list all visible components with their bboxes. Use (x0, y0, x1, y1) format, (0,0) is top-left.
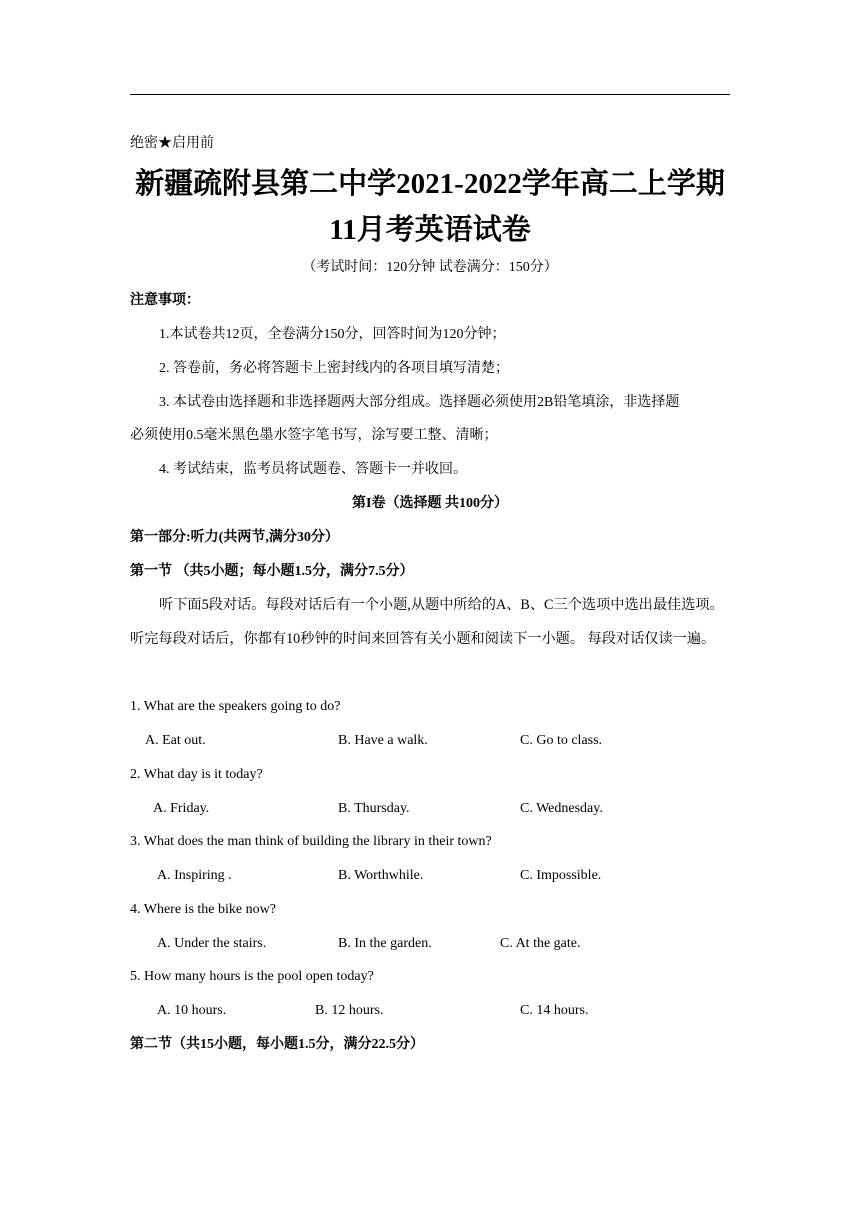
question-4-option-b: B. In the garden. (338, 936, 432, 951)
note-item-1: 1.本试卷共12页，全卷满分150分，回答时间为120分钟； (159, 327, 506, 342)
volume-heading: 第I卷（选择题 共100分） (352, 496, 508, 511)
question-2-option-b: B. Thursday. (338, 801, 410, 816)
question-3-option-a: A. Inspiring . (157, 868, 232, 883)
question-3-stem: 3. What does the man think of building the library in their town? (130, 834, 492, 849)
question-1-option-a: A. Eat out. (145, 733, 206, 748)
question-3-option-c: C. Impossible. (520, 868, 602, 883)
exam-title-line1: 新疆疏附县第二中学2021-2022学年高二上学期 (135, 168, 725, 200)
question-1-option-c: C. Go to class. (520, 733, 603, 748)
question-4-stem: 4. Where is the bike now? (130, 902, 276, 917)
question-4-option-a: A. Under the stairs. (157, 936, 267, 951)
question-5-option-b: B. 12 hours. (315, 1003, 384, 1018)
notes-heading: 注意事项： (130, 293, 200, 308)
secret-mark: 绝密★启用前 (130, 136, 214, 151)
note-item-3-line1: 3. 本试卷由选择题和非选择题两大部分组成。选择题必须使用2B铅笔填涂，非选择题 (159, 395, 680, 410)
note-item-3-line2: 必须使用0.5毫米黑色墨水签字笔书写，涂写要工整、清晰； (130, 428, 498, 443)
question-2-option-c: C. Wednesday. (520, 801, 603, 816)
question-3-option-b: B. Worthwhile. (338, 868, 424, 883)
question-1-option-b: B. Have a walk. (338, 733, 428, 748)
exam-title-line2: 11月考英语试卷 (329, 214, 531, 246)
exam-info: （考试时间：120分钟 试卷满分：150分） (302, 260, 558, 275)
section1-heading: 第一节 （共5小题；每小题1.5分，满分7.5分） (130, 564, 414, 579)
note-item-2: 2. 答卷前，务必将答题卡上密封线内的各项目填写清楚； (159, 361, 509, 376)
note-item-4: 4. 考试结束，监考员将试题卷、答题卡一并收回。 (159, 462, 467, 477)
question-1-stem: 1. What are the speakers going to do? (130, 699, 341, 714)
question-2-stem: 2. What day is it today? (130, 767, 263, 782)
question-5-option-a: A. 10 hours. (157, 1003, 227, 1018)
question-2-option-a: A. Friday. (153, 801, 210, 816)
question-4-option-c: C. At the gate. (500, 936, 581, 951)
part1-heading: 第一部分:听力(共两节,满分30分） (130, 530, 339, 545)
question-5-option-c: C. 14 hours. (520, 1003, 589, 1018)
listening-instructions: 听下面5段对话。每段对话后有一个小题,从题中所给的A、B、C三个选项中选出最佳选项。听完每段对话后，你都有10秒钟的时间来回答有关小题和阅读下一小题。 每段对话仅读一遍。 (130, 597, 724, 647)
header-rule (130, 94, 730, 95)
section2-heading: 第二节（共15小题，每小题1.5分，满分22.5分） (130, 1037, 424, 1052)
question-5-stem: 5. How many hours is the pool open today? (130, 969, 374, 984)
